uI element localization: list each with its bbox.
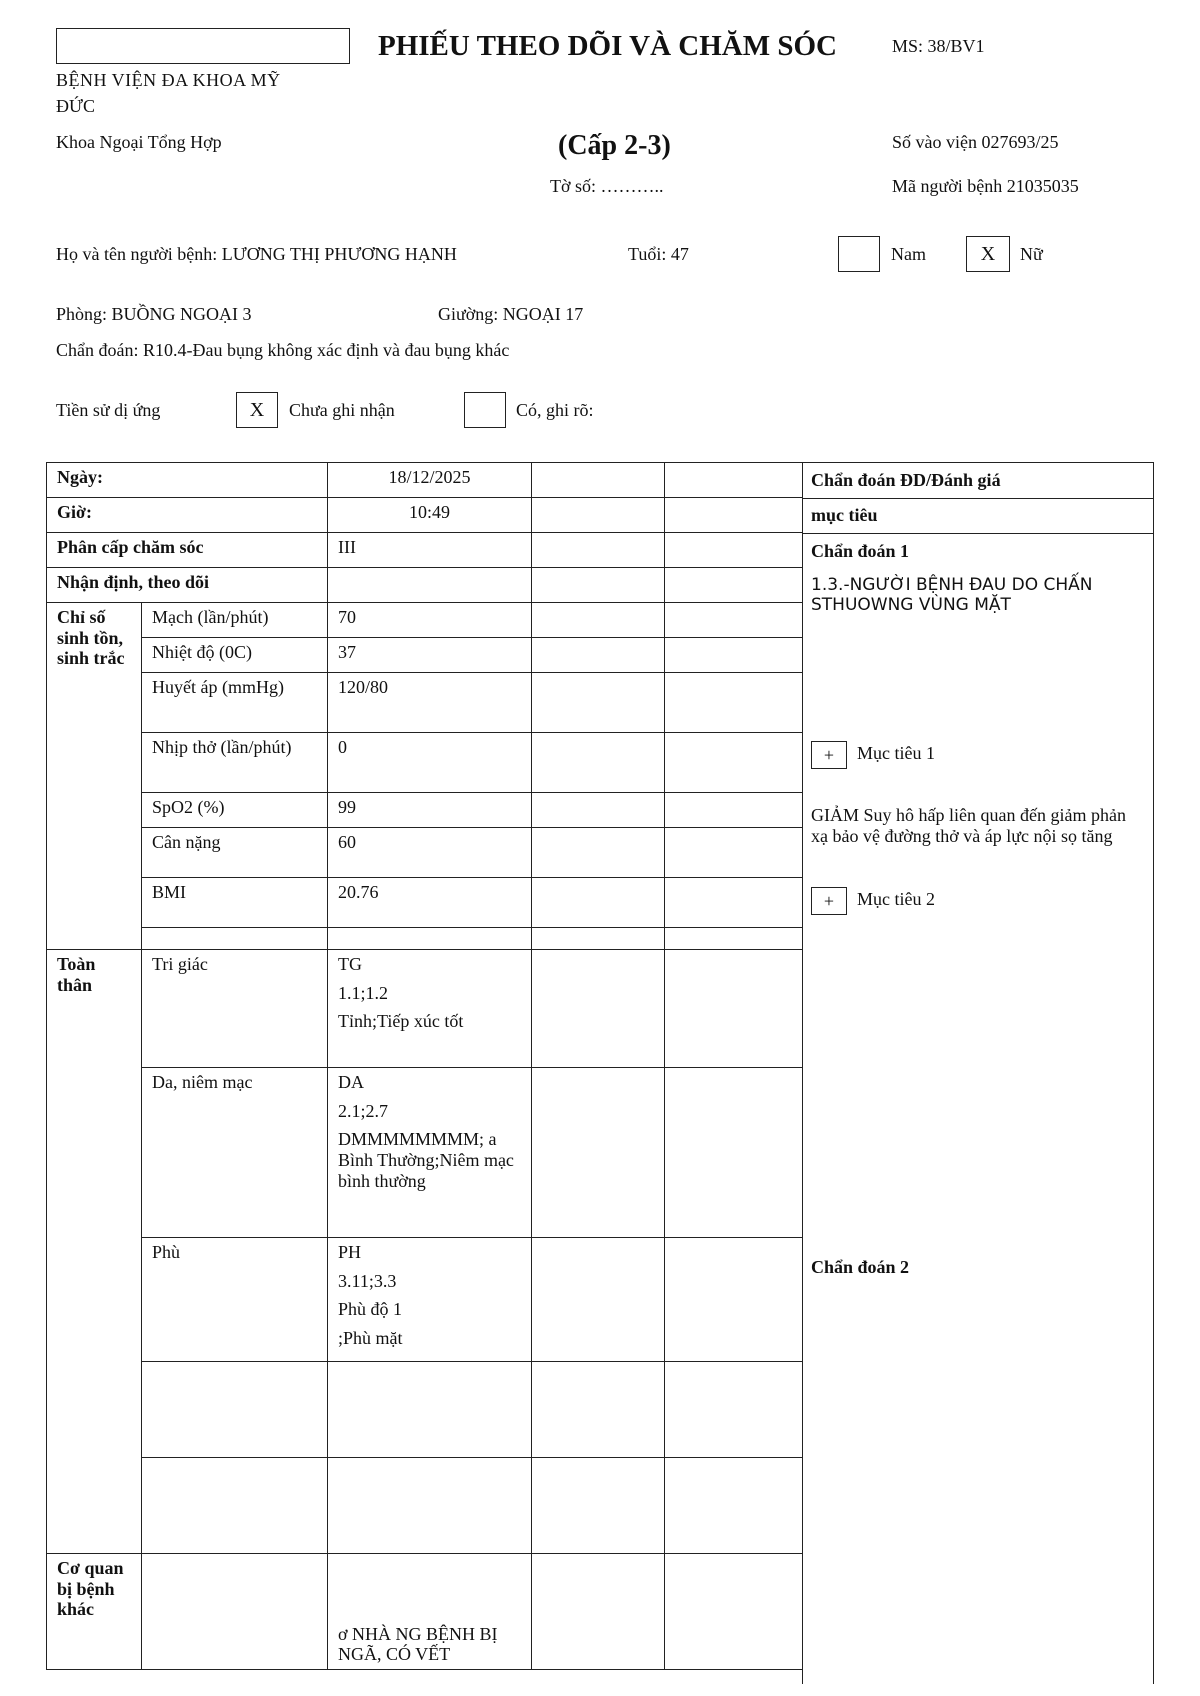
vital-value-bmi[interactable]: 20.76 [328,878,532,928]
male-label: Nam [891,244,926,264]
empty-cell[interactable] [665,1238,803,1362]
vitals-group-label: Chỉ số sinh tồn, sinh trắc [47,603,142,950]
diagnosis-1-title: Chẩn đoán 1 [811,541,910,561]
other-organs-label: Cơ quan bị bệnh khác [47,1554,142,1670]
goal-2-add-button[interactable]: + [811,887,847,915]
empty-cell[interactable] [665,673,803,733]
edema-label: Phù [142,1238,328,1362]
vital-value-blood-pressure[interactable]: 120/80 [328,673,532,733]
allergy-yes-label: Có, ghi rõ: [516,400,594,420]
empty-cell[interactable] [665,1068,803,1238]
empty-cell[interactable] [532,533,665,568]
empty-cell[interactable] [665,498,803,533]
skin-label: Da, niêm mạc [142,1068,328,1238]
empty-cell[interactable] [328,568,532,603]
vital-value-temperature[interactable]: 37 [328,638,532,673]
department-name: Khoa Ngoại Tổng Hợp [56,132,222,152]
goal-1-row [811,741,1145,769]
empty-cell[interactable] [665,603,803,638]
empty-cell[interactable] [532,463,665,498]
empty-cell[interactable] [665,1554,803,1670]
assessment-label: Nhận định, theo dõi [47,568,328,603]
form-code: MS: 38/BV1 [892,36,985,56]
diagnosis-label: Chẩn đoán: R10.4-Đau bụng không xác định và đau bụng khác [56,340,510,360]
empty-cell[interactable] [142,1362,328,1458]
empty-cell[interactable] [532,498,665,533]
vital-label-temperature: Nhiệt độ (0C) [142,638,328,673]
edema-items: 3.11;3.3 [338,1270,397,1291]
empty-cell[interactable] [665,878,803,928]
empty-cell[interactable] [665,638,803,673]
female-label: Nữ [1020,244,1043,264]
goal-1-text[interactable]: GIẢM Suy hô hấp liên quan đến giảm phản xạ bảo vệ đường thở và áp lực nội sọ tăng [811,805,1126,846]
edema-code: PH [338,1242,362,1262]
vital-value-weight[interactable]: 60 [328,828,532,878]
empty-cell[interactable] [142,1458,328,1554]
vital-label-respiratory-rate: Nhịp thở (lần/phút) [142,733,328,793]
vital-label-spo2: SpO2 (%) [142,793,328,828]
date-label: Ngày: [47,463,328,498]
empty-cell[interactable] [142,928,328,950]
empty-cell[interactable] [532,568,665,603]
empty-cell[interactable] [328,928,532,950]
patient-code: Mã người bệnh 21035035 [892,176,1079,196]
skin-items: 2.1;2.7 [338,1100,389,1121]
empty-cell[interactable] [665,793,803,828]
empty-cell[interactable] [665,950,803,1068]
empty-cell[interactable] [328,1458,532,1554]
perception-items: 1.1;1.2 [338,982,389,1003]
empty-cell[interactable] [532,603,665,638]
empty-cell[interactable] [532,1068,665,1238]
empty-cell[interactable] [142,1554,328,1670]
empty-cell[interactable] [532,1554,665,1670]
empty-cell[interactable] [665,828,803,878]
panel-header-row-2 [803,498,1153,534]
empty-cell[interactable] [665,1458,803,1554]
vital-label-pulse: Mạch (lần/phút) [142,603,328,638]
edema-value[interactable] [328,1238,532,1362]
hospital-name-line2: ĐỨC [56,96,95,116]
edema-text-1: Phù độ 1 [338,1299,403,1320]
diagnosis-2-title: Chẩn đoán 2 [811,1257,910,1277]
date-value[interactable]: 18/12/2025 [328,463,532,498]
patient-age: Tuổi: 47 [628,244,689,264]
vital-value-pulse[interactable]: 70 [328,603,532,638]
nursing-diagnosis-panel [802,462,1154,1684]
goal-1-add-button[interactable]: + [811,741,847,769]
empty-cell[interactable] [532,828,665,878]
male-checkbox[interactable] [838,236,880,272]
diagnosis-1-text[interactable]: 1.3.-NGƯỜI BỆNH ĐAU DO CHẤN STHUOWNG VÙNG MẶT [811,575,1093,615]
panel-header-1: Chẩn đoán ĐD/Đánh giá [811,470,1001,490]
panel-header-2: mục tiêu [811,505,878,525]
hospital-name-line1: BỆNH VIỆN ĐA KHOA MỸ [56,70,281,90]
goal-1-label: Mục tiêu 1 [857,743,935,764]
empty-cell[interactable] [532,1362,665,1458]
vital-value-spo2[interactable]: 99 [328,793,532,828]
empty-cell[interactable] [532,733,665,793]
perception-code: TG [338,954,362,974]
care-level-value[interactable]: III [328,533,532,568]
other-organs-value[interactable]: ơ NHÀ NG BỆNH BỊ NGÃ, CÓ VẾT [328,1554,532,1670]
goal-2-row [811,887,1145,915]
care-level-heading: (Cấp 2-3) [558,130,671,161]
time-label: Giờ: [47,498,328,533]
form-title: PHIẾU THEO DÕI VÀ CHĂM SÓC [378,30,837,62]
skin-value[interactable] [328,1068,532,1238]
empty-cell[interactable] [665,928,803,950]
perception-value[interactable] [328,950,532,1068]
skin-text: DMMMMMMMM; a Bình Thường;Niêm mạc bình thường [338,1129,514,1191]
allergy-history-label: Tiền sử dị ứng [56,400,161,420]
panel-header-row-1 [803,463,1153,499]
time-value[interactable]: 10:49 [328,498,532,533]
empty-cell[interactable] [532,1458,665,1554]
admission-number: Số vào viện 027693/25 [892,132,1059,152]
female-checkbox[interactable]: X [966,236,1010,272]
goal-2-label: Mục tiêu 2 [857,889,935,910]
allergy-none-checkbox[interactable]: X [236,392,278,428]
general-group-label: Toàn thân [47,950,142,1554]
vital-label-weight: Cân nặng [142,828,328,878]
hospital-logo-box [56,28,350,64]
empty-cell[interactable] [665,533,803,568]
perception-text: Tỉnh;Tiếp xúc tốt [338,1011,464,1032]
empty-cell[interactable] [665,733,803,793]
empty-cell[interactable] [532,638,665,673]
allergy-yes-checkbox[interactable] [464,392,506,428]
empty-cell[interactable] [532,673,665,733]
empty-cell[interactable] [532,928,665,950]
edema-text-2: ;Phù mặt [338,1328,403,1349]
empty-cell[interactable] [665,463,803,498]
empty-cell[interactable] [532,1238,665,1362]
vital-label-blood-pressure: Huyết áp (mmHg) [142,673,328,733]
bed-label: Giường: NGOẠI 17 [438,304,584,324]
allergy-none-label: Chưa ghi nhận [289,400,395,420]
sheet-number: Tờ số: ……….. [550,176,664,196]
room-label: Phòng: BUỒNG NGOẠI 3 [56,304,252,324]
skin-code: DA [338,1072,364,1092]
empty-cell[interactable] [328,1362,532,1458]
care-table [46,462,803,1670]
empty-cell[interactable] [532,878,665,928]
vital-label-bmi: BMI [142,878,328,928]
perception-label: Tri giác [142,950,328,1068]
vital-value-respiratory-rate[interactable]: 0 [328,733,532,793]
empty-cell[interactable] [532,793,665,828]
empty-cell[interactable] [665,1362,803,1458]
care-level-label: Phân cấp chăm sóc [47,533,328,568]
patient-name: Họ và tên người bệnh: LƯƠNG THỊ PHƯƠNG HẠNH [56,244,457,264]
empty-cell[interactable] [665,568,803,603]
empty-cell[interactable] [532,950,665,1068]
